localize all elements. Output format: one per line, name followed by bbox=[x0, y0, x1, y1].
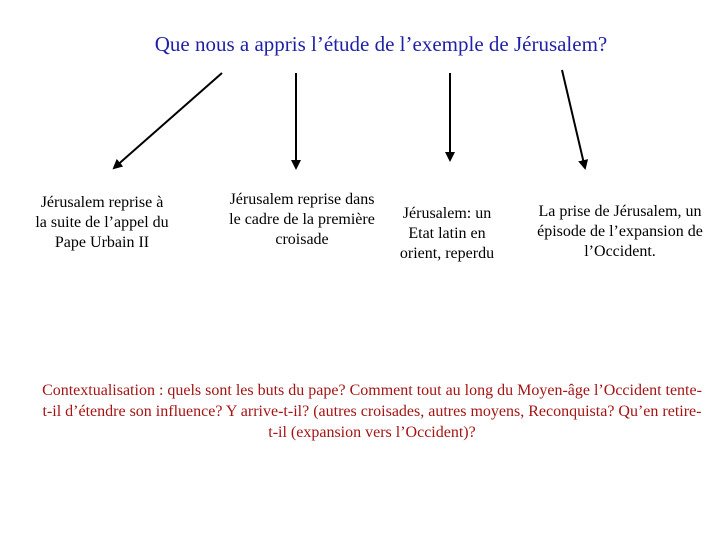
branch-urbain-ii: Jérusalem reprise à la suite de l’appel du Pape Urbain II bbox=[35, 194, 169, 251]
diagram-title: Que nous a appris l’étude de l’exemple de Jérusalem? bbox=[154, 32, 608, 56]
contextualisation-text: Contextualisation : quels sont les buts du pape? Comment tout au long du Moyen-âge l’Occident tente-t-il d’étendre son influence? Y arrive-t-il? (autres croisades, autres moyens, Reconquista? Qu’en retire-t-il (expansion vers l’Occident)? bbox=[42, 382, 702, 441]
branch-etat-latin: Jérusalem: un Etat latin en orient, reperdu bbox=[399, 205, 495, 262]
branch-expansion-occident: La prise de Jérusalem, un épisode de l’expansion de l’Occident. bbox=[537, 203, 703, 260]
branch-premiere-croisade: Jérusalem reprise dans le cadre de la première croisade bbox=[229, 191, 375, 248]
arrow-1 bbox=[114, 73, 222, 168]
arrow-4 bbox=[562, 70, 585, 168]
